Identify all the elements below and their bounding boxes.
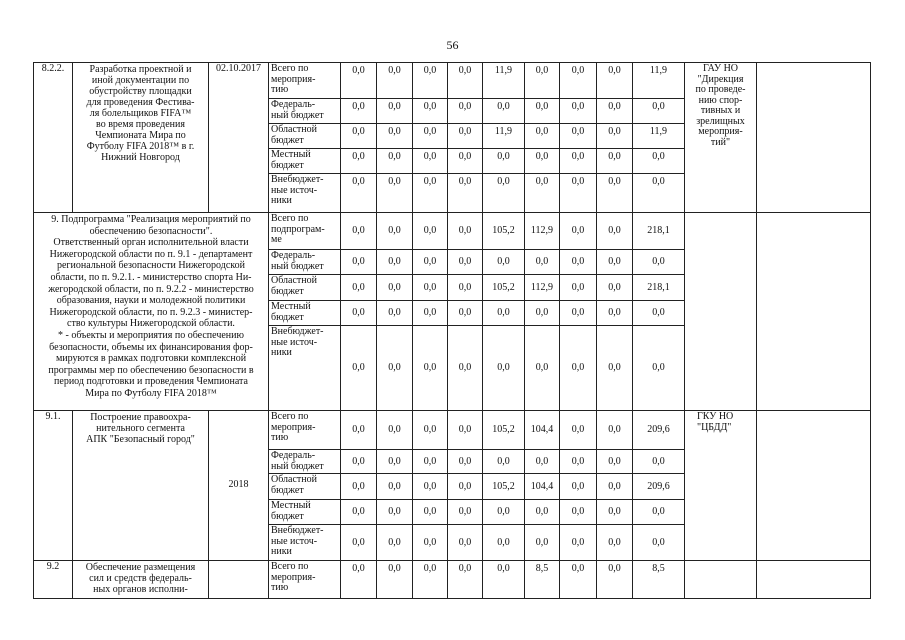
funding-source: Всего по мероприя- тию xyxy=(269,63,341,99)
amount-cell: 0,0 xyxy=(560,525,597,561)
amount-cell: 0,0 xyxy=(483,326,525,411)
amount-cell: 0,0 xyxy=(413,149,448,174)
total-amount-cell: 218,1 xyxy=(633,213,685,250)
amount-cell: 0,0 xyxy=(525,525,560,561)
amount-cell: 0,0 xyxy=(597,326,633,411)
amount-cell: 0,0 xyxy=(525,124,560,149)
amount-cell: 0,0 xyxy=(413,326,448,411)
amount-cell: 0,0 xyxy=(525,99,560,124)
total-amount-cell: 11,9 xyxy=(633,124,685,149)
amount-cell: 0,0 xyxy=(377,99,413,124)
amount-cell: 0,0 xyxy=(560,124,597,149)
amount-cell: 0,0 xyxy=(341,250,377,275)
amount-cell: 105,2 xyxy=(483,213,525,250)
amount-cell: 0,0 xyxy=(525,63,560,99)
amount-cell: 0,0 xyxy=(341,474,377,500)
amount-cell: 8,5 xyxy=(525,561,560,599)
amount-cell: 0,0 xyxy=(377,525,413,561)
amount-cell: 0,0 xyxy=(413,99,448,124)
amount-cell: 0,0 xyxy=(560,213,597,250)
amount-cell: 0,0 xyxy=(377,561,413,599)
item-number: 9.2 xyxy=(34,561,73,599)
amount-cell: 0,0 xyxy=(413,500,448,525)
item-name: Разработка проектной и иной документации по обустройству площадки для проведения Фестива- ля болельщиков FIFA™ во время проведения Чемпионата Мира по Футболу FIFA 2018™ в г. Нижний Новгород xyxy=(73,63,209,213)
amount-cell: 0,0 xyxy=(413,301,448,326)
amount-cell: 0,0 xyxy=(483,149,525,174)
amount-cell: 105,2 xyxy=(483,411,525,450)
amount-cell: 0,0 xyxy=(483,561,525,599)
amount-cell: 0,0 xyxy=(597,301,633,326)
amount-cell: 0,0 xyxy=(413,124,448,149)
funding-source: Местный бюджет xyxy=(269,500,341,525)
amount-cell: 0,0 xyxy=(560,326,597,411)
amount-cell: 0,0 xyxy=(448,561,483,599)
responsible-executor xyxy=(685,561,757,599)
amount-cell: 0,0 xyxy=(341,124,377,149)
funding-source: Федераль- ный бюджет xyxy=(269,99,341,124)
amount-cell: 0,0 xyxy=(413,525,448,561)
amount-cell: 0,0 xyxy=(341,500,377,525)
notes-cell xyxy=(757,213,871,411)
amount-cell: 0,0 xyxy=(448,124,483,149)
notes-cell xyxy=(757,561,871,599)
subprogram-description: 9. Подпрограмма "Реализация мероприятий по обеспечению безопасности". Ответственный орган исполнительной власти Нижегородской области по п. 9.1 - департамент региональной безопасности Нижегородской области, по п. 9.2.1. - министерство спорта Ни- жегородской области, по п. 9.2.2 - министерство образования, науки и молодежной политики Нижегородской области, по п. 9.2.3 - министер- ство культуры Нижегородской области. * - объекты и мероприятия по обеспечению безопасности, объемы их финансирования фор- мируются в рамках подготовки комплексной программы мер по обеспечению безопасности в период подготовки и проведения Чемпионата Мира по Футболу FIFA 2018™ xyxy=(34,213,269,411)
amount-cell: 0,0 xyxy=(560,500,597,525)
amount-cell: 0,0 xyxy=(377,124,413,149)
total-amount-cell: 0,0 xyxy=(633,99,685,124)
amount-cell: 0,0 xyxy=(525,450,560,474)
amount-cell: 0,0 xyxy=(597,213,633,250)
amount-cell: 0,0 xyxy=(377,250,413,275)
amount-cell: 0,0 xyxy=(413,411,448,450)
amount-cell: 0,0 xyxy=(597,561,633,599)
amount-cell: 0,0 xyxy=(341,561,377,599)
amount-cell: 0,0 xyxy=(483,174,525,213)
amount-cell: 0,0 xyxy=(560,450,597,474)
amount-cell: 105,2 xyxy=(483,275,525,301)
amount-cell: 0,0 xyxy=(341,411,377,450)
amount-cell: 0,0 xyxy=(341,450,377,474)
item-date: 02.10.2017 xyxy=(209,63,269,213)
amount-cell: 0,0 xyxy=(448,149,483,174)
amount-cell: 0,0 xyxy=(341,275,377,301)
amount-cell: 0,0 xyxy=(377,149,413,174)
total-amount-cell: 8,5 xyxy=(633,561,685,599)
total-amount-cell: 0,0 xyxy=(633,450,685,474)
amount-cell: 0,0 xyxy=(377,275,413,301)
amount-cell: 112,9 xyxy=(525,275,560,301)
funding-source: Внебюджет- ные источ- ники xyxy=(269,174,341,213)
amount-cell: 0,0 xyxy=(597,450,633,474)
total-amount-cell: 218,1 xyxy=(633,275,685,301)
amount-cell: 0,0 xyxy=(597,99,633,124)
amount-cell: 0,0 xyxy=(341,174,377,213)
amount-cell: 104,4 xyxy=(525,474,560,500)
amount-cell: 0,0 xyxy=(413,174,448,213)
amount-cell: 0,0 xyxy=(560,99,597,124)
page-number: 56 xyxy=(446,38,459,52)
amount-cell: 0,0 xyxy=(597,275,633,301)
amount-cell: 0,0 xyxy=(448,174,483,213)
amount-cell: 0,0 xyxy=(377,450,413,474)
amount-cell: 0,0 xyxy=(341,301,377,326)
funding-source: Федераль- ный бюджет xyxy=(269,450,341,474)
funding-source: Всего по мероприя- тию xyxy=(269,561,341,599)
amount-cell: 0,0 xyxy=(525,250,560,275)
amount-cell: 0,0 xyxy=(525,500,560,525)
amount-cell: 104,4 xyxy=(525,411,560,450)
amount-cell: 112,9 xyxy=(525,213,560,250)
amount-cell: 0,0 xyxy=(483,250,525,275)
amount-cell: 0,0 xyxy=(597,250,633,275)
amount-cell: 0,0 xyxy=(341,213,377,250)
amount-cell: 0,0 xyxy=(483,301,525,326)
total-amount-cell: 0,0 xyxy=(633,149,685,174)
amount-cell: 0,0 xyxy=(377,500,413,525)
total-amount-cell: 0,0 xyxy=(633,301,685,326)
item-date: 2018 xyxy=(209,411,269,561)
amount-cell: 0,0 xyxy=(448,275,483,301)
table-row xyxy=(34,213,871,250)
amount-cell: 0,0 xyxy=(560,250,597,275)
amount-cell: 0,0 xyxy=(413,450,448,474)
notes-cell xyxy=(757,63,871,213)
amount-cell: 0,0 xyxy=(341,525,377,561)
funding-source: Местный бюджет xyxy=(269,149,341,174)
total-amount-cell: 0,0 xyxy=(633,174,685,213)
amount-cell: 0,0 xyxy=(377,174,413,213)
item-name: Построение правоохра- нительного сегмента АПК "Безопасный город" xyxy=(73,411,209,561)
notes-cell xyxy=(757,411,871,561)
amount-cell: 0,0 xyxy=(560,411,597,450)
amount-cell: 0,0 xyxy=(448,500,483,525)
funding-source: Областной бюджет xyxy=(269,275,341,301)
total-amount-cell: 0,0 xyxy=(633,525,685,561)
amount-cell: 0,0 xyxy=(597,63,633,99)
amount-cell: 0,0 xyxy=(597,174,633,213)
amount-cell: 0,0 xyxy=(341,326,377,411)
funding-source: Областной бюджет xyxy=(269,474,341,500)
amount-cell: 0,0 xyxy=(377,213,413,250)
amount-cell: 0,0 xyxy=(560,63,597,99)
amount-cell: 105,2 xyxy=(483,474,525,500)
table-row xyxy=(34,63,871,99)
total-amount-cell: 209,6 xyxy=(633,411,685,450)
responsible-executor: ГКУ НО "ЦБДД" xyxy=(685,411,757,561)
amount-cell: 0,0 xyxy=(525,326,560,411)
amount-cell: 0,0 xyxy=(448,250,483,275)
amount-cell: 0,0 xyxy=(448,326,483,411)
amount-cell: 0,0 xyxy=(413,250,448,275)
amount-cell: 0,0 xyxy=(377,301,413,326)
funding-source: Федераль- ный бюджет xyxy=(269,250,341,275)
total-amount-cell: 0,0 xyxy=(633,500,685,525)
amount-cell: 0,0 xyxy=(448,301,483,326)
amount-cell: 0,0 xyxy=(597,124,633,149)
item-number: 9.1. xyxy=(34,411,73,561)
amount-cell: 0,0 xyxy=(341,63,377,99)
responsible-executor xyxy=(685,213,757,411)
amount-cell: 0,0 xyxy=(525,149,560,174)
amount-cell: 0,0 xyxy=(341,149,377,174)
total-amount-cell: 0,0 xyxy=(633,250,685,275)
amount-cell: 0,0 xyxy=(448,525,483,561)
total-amount-cell: 11,9 xyxy=(633,63,685,99)
item-name: Обеспечение размещения сил и средств федераль- ных органов исполни- xyxy=(73,561,209,599)
funding-source: Местный бюджет xyxy=(269,301,341,326)
amount-cell: 0,0 xyxy=(448,450,483,474)
table-row xyxy=(34,561,871,599)
total-amount-cell: 0,0 xyxy=(633,326,685,411)
amount-cell: 0,0 xyxy=(597,525,633,561)
amount-cell: 11,9 xyxy=(483,124,525,149)
amount-cell: 0,0 xyxy=(377,474,413,500)
amount-cell: 0,0 xyxy=(413,213,448,250)
funding-source: Внебюджет- ные источ- ники xyxy=(269,326,341,411)
responsible-executor: ГАУ НО "Дирекция по проведе- нию спор- тивных и зрелищных мероприя- тий" xyxy=(685,63,757,213)
amount-cell: 0,0 xyxy=(483,99,525,124)
amount-cell: 0,0 xyxy=(597,149,633,174)
amount-cell: 0,0 xyxy=(560,174,597,213)
amount-cell: 0,0 xyxy=(597,500,633,525)
funding-source: Областной бюджет xyxy=(269,124,341,149)
amount-cell: 0,0 xyxy=(448,99,483,124)
amount-cell: 0,0 xyxy=(560,275,597,301)
amount-cell: 0,0 xyxy=(525,301,560,326)
amount-cell: 0,0 xyxy=(448,411,483,450)
amount-cell: 0,0 xyxy=(597,474,633,500)
budget-table xyxy=(33,62,871,599)
amount-cell: 0,0 xyxy=(413,561,448,599)
amount-cell: 0,0 xyxy=(413,275,448,301)
amount-cell: 0,0 xyxy=(377,411,413,450)
amount-cell: 0,0 xyxy=(413,63,448,99)
amount-cell: 0,0 xyxy=(341,99,377,124)
amount-cell: 0,0 xyxy=(483,525,525,561)
amount-cell: 0,0 xyxy=(560,149,597,174)
amount-cell: 0,0 xyxy=(597,411,633,450)
amount-cell: 0,0 xyxy=(483,450,525,474)
item-number: 8.2.2. xyxy=(34,63,73,213)
funding-source: Всего по мероприя- тию xyxy=(269,411,341,450)
amount-cell: 0,0 xyxy=(377,63,413,99)
amount-cell: 0,0 xyxy=(560,301,597,326)
amount-cell: 0,0 xyxy=(483,500,525,525)
total-amount-cell: 209,6 xyxy=(633,474,685,500)
amount-cell: 0,0 xyxy=(525,174,560,213)
amount-cell: 0,0 xyxy=(377,326,413,411)
funding-source: Всего по подпрограм- ме xyxy=(269,213,341,250)
amount-cell: 0,0 xyxy=(448,63,483,99)
amount-cell: 0,0 xyxy=(413,474,448,500)
funding-source: Внебюджет- ные источ- ники xyxy=(269,525,341,561)
table-row xyxy=(34,411,871,450)
item-date xyxy=(209,561,269,599)
amount-cell: 0,0 xyxy=(560,561,597,599)
amount-cell: 0,0 xyxy=(448,474,483,500)
amount-cell: 11,9 xyxy=(483,63,525,99)
amount-cell: 0,0 xyxy=(448,213,483,250)
amount-cell: 0,0 xyxy=(560,474,597,500)
